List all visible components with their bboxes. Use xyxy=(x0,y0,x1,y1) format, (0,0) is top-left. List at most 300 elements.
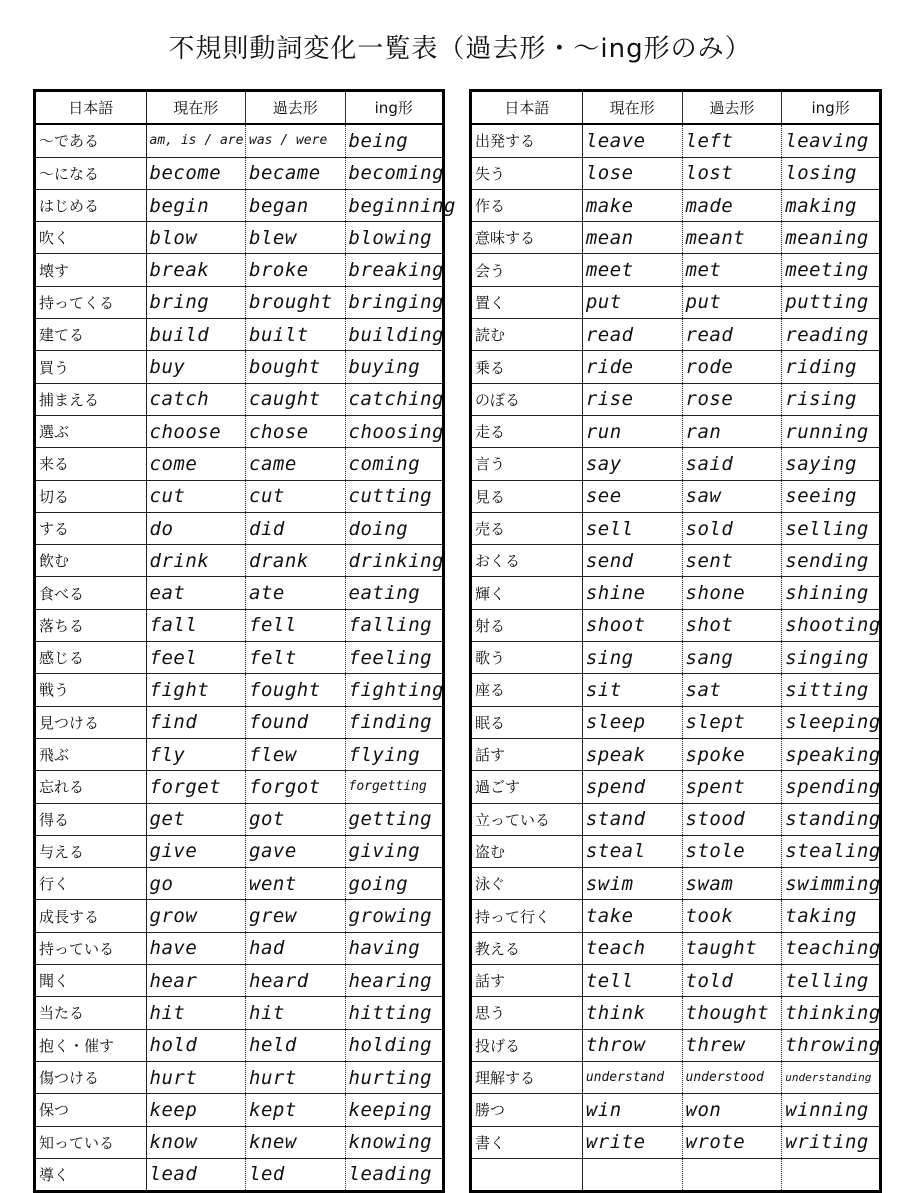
cell-present: fight xyxy=(146,674,245,706)
cell-ing: shining xyxy=(782,577,881,609)
cell-ing: falling xyxy=(345,609,444,641)
cell-japanese: 行く xyxy=(35,868,147,900)
cell-present: give xyxy=(146,835,245,867)
table-row xyxy=(471,1126,881,1158)
table-row xyxy=(471,738,881,770)
cell-ing: getting xyxy=(345,803,444,835)
cell-present: build xyxy=(146,319,245,351)
table-row xyxy=(35,868,444,900)
cell-present: win xyxy=(582,1094,682,1126)
cell-past: put xyxy=(682,286,782,318)
table-row xyxy=(35,319,444,351)
cell-present: feel xyxy=(146,642,245,674)
cell-present: fall xyxy=(146,609,245,641)
cell-ing: losing xyxy=(782,157,881,189)
cell-ing: hitting xyxy=(345,997,444,1029)
cell-present: hit xyxy=(146,997,245,1029)
cell-ing: finding xyxy=(345,706,444,738)
table-row xyxy=(471,480,881,512)
cell-japanese: 選ぶ xyxy=(35,415,147,447)
cell-past: chose xyxy=(246,415,345,447)
cell-present: take xyxy=(582,900,682,932)
cell-japanese: 見つける xyxy=(35,706,147,738)
cell-ing: saying xyxy=(782,448,881,480)
header-ing: ing形 xyxy=(782,91,881,125)
cell-past: cut xyxy=(246,480,345,512)
table-row xyxy=(471,577,881,609)
cell-ing: standing xyxy=(782,803,881,835)
table-row xyxy=(35,351,444,383)
cell-japanese: する xyxy=(35,512,147,544)
table-row xyxy=(35,835,444,867)
table-row xyxy=(35,1126,444,1158)
cell-ing: beginning xyxy=(345,189,444,221)
cell-japanese: 意味する xyxy=(471,222,583,254)
table-row xyxy=(471,674,881,706)
cell-past: got xyxy=(246,803,345,835)
cell-japanese: 落ちる xyxy=(35,609,147,641)
cell-ing: leading xyxy=(345,1158,444,1191)
cell-past: knew xyxy=(246,1126,345,1158)
cell-present: become xyxy=(146,157,245,189)
cell-japanese: 歌う xyxy=(471,642,583,674)
cell-japanese: 傷つける xyxy=(35,1061,147,1093)
cell-ing: forgetting xyxy=(345,771,444,803)
cell-past: did xyxy=(246,512,345,544)
cell-past: grew xyxy=(246,900,345,932)
cell-japanese: のぼる xyxy=(471,383,583,415)
cell-japanese: 感じる xyxy=(35,642,147,674)
table-row xyxy=(35,1061,444,1093)
cell-japanese: 失う xyxy=(471,157,583,189)
cell-past: lost xyxy=(682,157,782,189)
table-row xyxy=(35,448,444,480)
table-row xyxy=(471,997,881,1029)
table-row xyxy=(471,319,881,351)
cell-past: threw xyxy=(682,1029,782,1061)
table-row xyxy=(471,189,881,221)
cell-present: lead xyxy=(146,1158,245,1191)
cell-japanese: 座る xyxy=(471,674,583,706)
cell-present: teach xyxy=(582,932,682,964)
cell-ing: shooting xyxy=(782,609,881,641)
cell-japanese: 捕まえる xyxy=(35,383,147,415)
cell-ing: teaching xyxy=(782,932,881,964)
cell-ing: riding xyxy=(782,351,881,383)
table-row xyxy=(35,577,444,609)
verb-table-left xyxy=(33,89,456,1193)
cell-japanese xyxy=(471,1158,583,1191)
table-row xyxy=(35,383,444,415)
cell-ing: catching xyxy=(345,383,444,415)
cell-japanese: 持って行く xyxy=(471,900,583,932)
table-row xyxy=(471,222,881,254)
cell-ing: winning xyxy=(782,1094,881,1126)
cell-japanese: 投げる xyxy=(471,1029,583,1061)
cell-past: ate xyxy=(246,577,345,609)
table-row xyxy=(35,415,444,447)
cell-past: led xyxy=(246,1158,345,1191)
cell-present: run xyxy=(582,415,682,447)
header-past: 過去形 xyxy=(682,91,782,125)
cell-past: drank xyxy=(246,545,345,577)
cell-past: rode xyxy=(682,351,782,383)
cell-ing: meaning xyxy=(782,222,881,254)
cell-ing: swimming xyxy=(782,868,881,900)
cell-japanese: 出発する xyxy=(471,124,583,157)
cell-present: do xyxy=(146,512,245,544)
cell-present: swim xyxy=(582,868,682,900)
cell-past: fell xyxy=(246,609,345,641)
cell-ing: becoming xyxy=(345,157,444,189)
table-row xyxy=(35,286,444,318)
cell-japanese: 射る xyxy=(471,609,583,641)
cell-past: began xyxy=(246,189,345,221)
cell-past: became xyxy=(246,157,345,189)
cell-past: ran xyxy=(682,415,782,447)
cell-ing: reading xyxy=(782,319,881,351)
table-row xyxy=(35,674,444,706)
cell-present: think xyxy=(582,997,682,1029)
cell-past: told xyxy=(682,965,782,997)
cell-present: shoot xyxy=(582,609,682,641)
header-past: 過去形 xyxy=(246,91,345,125)
cell-present: spend xyxy=(582,771,682,803)
cell-japanese: 輝く xyxy=(471,577,583,609)
cell-japanese: 保つ xyxy=(35,1094,147,1126)
table-row xyxy=(471,415,881,447)
table-row xyxy=(35,900,444,932)
cell-present: tell xyxy=(582,965,682,997)
cell-past: meant xyxy=(682,222,782,254)
cell-japanese: 成長する xyxy=(35,900,147,932)
table-row xyxy=(471,900,881,932)
cell-ing: coming xyxy=(345,448,444,480)
table-row xyxy=(471,803,881,835)
cell-present: cut xyxy=(146,480,245,512)
table-row xyxy=(35,706,444,738)
cell-present: meet xyxy=(582,254,682,286)
cell-present: mean xyxy=(582,222,682,254)
table-row xyxy=(471,965,881,997)
table-row xyxy=(35,771,444,803)
table-row xyxy=(471,1061,881,1093)
cell-japanese: 教える xyxy=(471,932,583,964)
header-ing: ing形 xyxy=(345,91,444,125)
cell-ing: flying xyxy=(345,738,444,770)
cell-present: make xyxy=(582,189,682,221)
table-row xyxy=(471,706,881,738)
cell-ing: throwing xyxy=(782,1029,881,1061)
cell-ing: sitting xyxy=(782,674,881,706)
cell-ing: hearing xyxy=(345,965,444,997)
cell-japanese: 話す xyxy=(471,738,583,770)
cell-japanese: 当たる xyxy=(35,997,147,1029)
cell-present: say xyxy=(582,448,682,480)
cell-ing: doing xyxy=(345,512,444,544)
cell-present: come xyxy=(146,448,245,480)
cell-ing: sending xyxy=(782,545,881,577)
table-row xyxy=(35,222,444,254)
table-row xyxy=(471,771,881,803)
cell-ing: thinking xyxy=(782,997,881,1029)
cell-ing: sleeping xyxy=(782,706,881,738)
cell-japanese: 聞く xyxy=(35,965,147,997)
table-row xyxy=(471,286,881,318)
cell-japanese: 飛ぶ xyxy=(35,738,147,770)
table-row xyxy=(35,965,444,997)
cell-present: shine xyxy=(582,577,682,609)
table-row xyxy=(35,254,444,286)
cell-past: sang xyxy=(682,642,782,674)
cell-present: hold xyxy=(146,1029,245,1061)
cell-japanese: 知っている xyxy=(35,1126,147,1158)
cell-past: had xyxy=(246,932,345,964)
cell-past: saw xyxy=(682,480,782,512)
cell-japanese: 過ごす xyxy=(471,771,583,803)
cell-japanese: 書く xyxy=(471,1126,583,1158)
cell-japanese: ～になる xyxy=(35,157,147,189)
cell-past: sold xyxy=(682,512,782,544)
table-row xyxy=(471,1158,881,1191)
cell-present: bring xyxy=(146,286,245,318)
cell-past: hurt xyxy=(246,1061,345,1093)
cell-ing: breaking xyxy=(345,254,444,286)
cell-ing: hurting xyxy=(345,1061,444,1093)
cell-present: throw xyxy=(582,1029,682,1061)
cell-ing: keeping xyxy=(345,1094,444,1126)
table-row xyxy=(35,480,444,512)
cell-past: flew xyxy=(246,738,345,770)
cell-present: hurt xyxy=(146,1061,245,1093)
cell-ing: going xyxy=(345,868,444,900)
cell-past: taught xyxy=(682,932,782,964)
cell-ing: meeting xyxy=(782,254,881,286)
cell-japanese: 与える xyxy=(35,835,147,867)
cell-ing: choosing xyxy=(345,415,444,447)
cell-past: hit xyxy=(246,997,345,1029)
cell-past: brought xyxy=(246,286,345,318)
cell-present: begin xyxy=(146,189,245,221)
cell-present: catch xyxy=(146,383,245,415)
cell-present: get xyxy=(146,803,245,835)
cell-past: rose xyxy=(682,383,782,415)
cell-present: buy xyxy=(146,351,245,383)
cell-present: leave xyxy=(582,124,682,157)
cell-present: eat xyxy=(146,577,245,609)
cell-present: sit xyxy=(582,674,682,706)
table-row xyxy=(471,835,881,867)
cell-ing: speaking xyxy=(782,738,881,770)
table-row xyxy=(471,157,881,189)
header-present: 現在形 xyxy=(146,91,245,125)
cell-present: blow xyxy=(146,222,245,254)
cell-ing: giving xyxy=(345,835,444,867)
cell-japanese: 走る xyxy=(471,415,583,447)
cell-past: felt xyxy=(246,642,345,674)
cell-ing: writing xyxy=(782,1126,881,1158)
cell-present: keep xyxy=(146,1094,245,1126)
cell-ing: rising xyxy=(782,383,881,415)
cell-past: made xyxy=(682,189,782,221)
cell-present: put xyxy=(582,286,682,318)
cell-present: know xyxy=(146,1126,245,1158)
cell-ing: drinking xyxy=(345,545,444,577)
cell-past: spent xyxy=(682,771,782,803)
table-row xyxy=(35,545,444,577)
cell-japanese: 買う xyxy=(35,351,147,383)
cell-past: shone xyxy=(682,577,782,609)
table-row xyxy=(471,545,881,577)
cell-japanese: 泳ぐ xyxy=(471,868,583,900)
cell-past: stood xyxy=(682,803,782,835)
cell-ing: taking xyxy=(782,900,881,932)
cell-present: send xyxy=(582,545,682,577)
cell-present: stand xyxy=(582,803,682,835)
table-row xyxy=(35,189,444,221)
cell-past: went xyxy=(246,868,345,900)
cell-japanese: 持っている xyxy=(35,932,147,964)
cell-past: understood xyxy=(682,1061,782,1093)
cell-past: won xyxy=(682,1094,782,1126)
cell-present: hear xyxy=(146,965,245,997)
cell-ing: cutting xyxy=(345,480,444,512)
cell-japanese: 理解する xyxy=(471,1061,583,1093)
cell-past: thought xyxy=(682,997,782,1029)
cell-ing: eating xyxy=(345,577,444,609)
cell-present: forget xyxy=(146,771,245,803)
cell-japanese: 来る xyxy=(35,448,147,480)
cell-past: shot xyxy=(682,609,782,641)
cell-present: steal xyxy=(582,835,682,867)
cell-japanese: ～である xyxy=(35,124,147,157)
cell-ing: singing xyxy=(782,642,881,674)
cell-past: gave xyxy=(246,835,345,867)
verb-table-right xyxy=(469,89,882,1193)
cell-ing: knowing xyxy=(345,1126,444,1158)
table-row xyxy=(35,803,444,835)
cell-past: slept xyxy=(682,706,782,738)
cell-japanese: 戦う xyxy=(35,674,147,706)
cell-past: held xyxy=(246,1029,345,1061)
cell-present: have xyxy=(146,932,245,964)
cell-present: ride xyxy=(582,351,682,383)
cell-ing: holding xyxy=(345,1029,444,1061)
cell-past: came xyxy=(246,448,345,480)
cell-ing: building xyxy=(345,319,444,351)
cell-japanese: 見る xyxy=(471,480,583,512)
cell-past: stole xyxy=(682,835,782,867)
cell-japanese: 乗る xyxy=(471,351,583,383)
table-row xyxy=(35,1158,444,1191)
header-japanese: 日本語 xyxy=(35,91,147,125)
cell-past: was / were xyxy=(246,124,345,157)
table-row xyxy=(35,157,444,189)
cell-ing: growing xyxy=(345,900,444,932)
cell-present: write xyxy=(582,1126,682,1158)
cell-ing: blowing xyxy=(345,222,444,254)
cell-ing: spending xyxy=(782,771,881,803)
table-row xyxy=(35,642,444,674)
cell-present: see xyxy=(582,480,682,512)
cell-japanese: 導く xyxy=(35,1158,147,1191)
cell-present: speak xyxy=(582,738,682,770)
cell-japanese: 切る xyxy=(35,480,147,512)
header-row xyxy=(35,91,444,125)
cell-ing: being xyxy=(345,124,444,157)
table-row xyxy=(471,448,881,480)
table-row xyxy=(471,383,881,415)
cell-japanese: 話す xyxy=(471,965,583,997)
cell-japanese: 食べる xyxy=(35,577,147,609)
cell-japanese: 会う xyxy=(471,254,583,286)
cell-ing: fighting xyxy=(345,674,444,706)
cell-japanese: 抱く・催す xyxy=(35,1029,147,1061)
table-row xyxy=(35,1029,444,1061)
cell-present: grow xyxy=(146,900,245,932)
cell-ing: telling xyxy=(782,965,881,997)
cell-past: caught xyxy=(246,383,345,415)
cell-japanese: 建てる xyxy=(35,319,147,351)
table-row xyxy=(471,1029,881,1061)
cell-present: am, is / are xyxy=(146,124,245,157)
cell-japanese: 立っている xyxy=(471,803,583,835)
table-row xyxy=(471,642,881,674)
cell-ing: understanding xyxy=(782,1061,881,1093)
header-row xyxy=(471,91,881,125)
cell-past xyxy=(682,1158,782,1191)
table-row xyxy=(471,254,881,286)
cell-japanese: 読む xyxy=(471,319,583,351)
cell-japanese: 作る xyxy=(471,189,583,221)
cell-ing: running xyxy=(782,415,881,447)
cell-past: forgot xyxy=(246,771,345,803)
cell-past: spoke xyxy=(682,738,782,770)
cell-japanese: 壊す xyxy=(35,254,147,286)
cell-past: wrote xyxy=(682,1126,782,1158)
cell-present: sleep xyxy=(582,706,682,738)
cell-present: read xyxy=(582,319,682,351)
cell-ing: feeling xyxy=(345,642,444,674)
table-row xyxy=(471,351,881,383)
cell-japanese: 忘れる xyxy=(35,771,147,803)
cell-ing: putting xyxy=(782,286,881,318)
cell-past: blew xyxy=(246,222,345,254)
cell-past: swam xyxy=(682,868,782,900)
table-row xyxy=(471,868,881,900)
table-row xyxy=(35,738,444,770)
cell-japanese: 持ってくる xyxy=(35,286,147,318)
table-row xyxy=(471,1094,881,1126)
cell-ing: stealing xyxy=(782,835,881,867)
cell-past: sent xyxy=(682,545,782,577)
cell-present: understand xyxy=(582,1061,682,1093)
table-row xyxy=(35,997,444,1029)
cell-japanese: はじめる xyxy=(35,189,147,221)
cell-ing: having xyxy=(345,932,444,964)
table-row xyxy=(471,932,881,964)
cell-past: fought xyxy=(246,674,345,706)
cell-past: left xyxy=(682,124,782,157)
cell-japanese: 得る xyxy=(35,803,147,835)
table-row xyxy=(35,932,444,964)
cell-present: rise xyxy=(582,383,682,415)
table-row xyxy=(471,124,881,157)
cell-ing: selling xyxy=(782,512,881,544)
cell-ing: leaving xyxy=(782,124,881,157)
cell-ing: making xyxy=(782,189,881,221)
cell-past: sat xyxy=(682,674,782,706)
